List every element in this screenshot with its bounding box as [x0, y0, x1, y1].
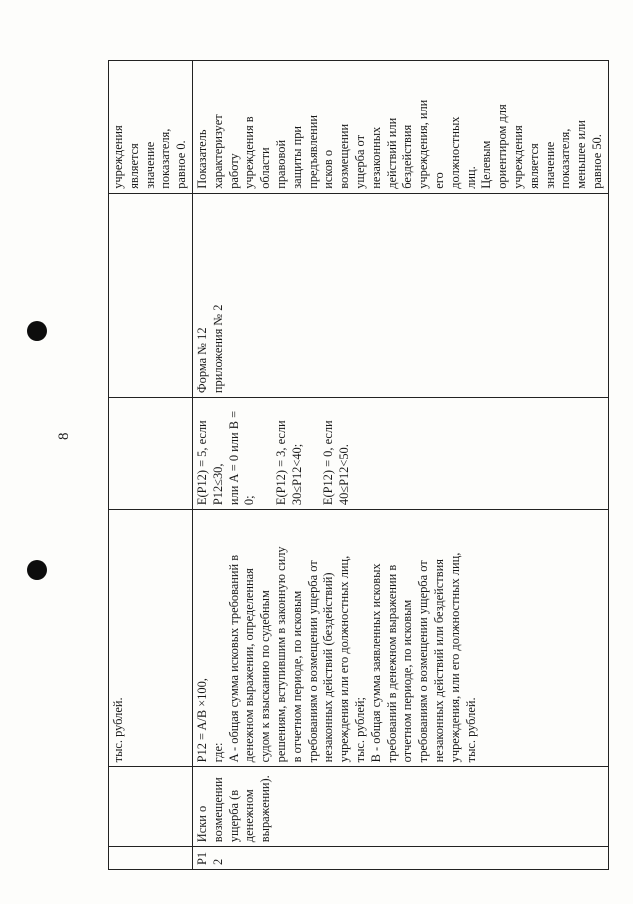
text-line: отчетном периоде, по исковым: [400, 599, 415, 763]
text-line: области: [258, 147, 273, 189]
cell-scores: [192, 398, 608, 510]
text-line: является: [126, 143, 141, 189]
text-line: учреждения, или: [416, 99, 431, 189]
cell-name-empty: [109, 767, 193, 847]
text-line: 40≤P12<50.: [337, 444, 352, 506]
text-line: 30≤P12<40;: [289, 443, 304, 506]
text-line: характеризует: [210, 114, 225, 189]
text-line: денежном: [242, 789, 257, 843]
punch-hole-bottom: [27, 560, 47, 580]
text-line: является: [526, 143, 541, 189]
text-line: незаконных действий или бездействия: [431, 559, 446, 763]
text-line: защиты при: [289, 125, 304, 189]
text-line: ущерба от: [352, 135, 367, 189]
text-line: правовой: [273, 139, 288, 189]
text-line: E(P12) = 0, если: [321, 420, 336, 506]
text-line: B - общая сумма заявленных исковых: [368, 563, 383, 763]
text-line: тыс. рублей.: [463, 697, 478, 763]
text-line: показателя,: [158, 128, 173, 189]
cell-description: [192, 61, 608, 194]
text-line: где:: [210, 742, 225, 763]
text-line: незаконных действий (бездействий): [321, 572, 336, 763]
text-line: ориентиром для: [495, 104, 510, 189]
text-line: работу: [226, 153, 241, 189]
text-line: значение: [542, 141, 557, 189]
text-line: тыс. рублей;: [352, 697, 367, 763]
text-line: Показатель: [194, 129, 209, 189]
page-number: 8: [56, 432, 72, 440]
text-line: требований в денежном выражении в: [384, 564, 399, 763]
text-line: решениям, вступившим в законную силу: [273, 546, 288, 763]
punch-hole-top: [27, 321, 47, 341]
text-line: незаконных: [368, 126, 383, 189]
text-line: E(P12) = 3, если: [273, 420, 288, 506]
table-row: [192, 61, 608, 870]
text-line: Иски о: [194, 805, 209, 843]
text-line: A - общая сумма исковых требований в: [226, 554, 241, 763]
cell-formula: [192, 510, 608, 767]
cell-indicator-name: [192, 767, 608, 847]
cell-source: [192, 193, 608, 397]
text-line: судом к взысканию по судебным: [258, 590, 273, 763]
text-line: возмещении: [210, 777, 225, 843]
rotated-table-wrapper: [108, 60, 604, 870]
cell-code-empty: [109, 847, 193, 870]
table-row: [109, 61, 193, 870]
text-line: учреждения: [510, 125, 525, 189]
text-line: равное 0.: [174, 140, 189, 189]
text-line: учреждения, или его должностных лиц,: [447, 552, 462, 763]
text-line: Форма № 12: [194, 327, 209, 394]
text-line: требованиям о возмещении ущерба от: [305, 560, 320, 763]
text-line: учреждения в: [242, 116, 257, 189]
cell-description-continued: [109, 61, 193, 194]
text-line: или A = 0 или B = 0;: [226, 407, 257, 506]
text-line: действий или: [384, 117, 399, 189]
text-line: [258, 402, 274, 505]
text-line: значение: [142, 141, 157, 189]
text-line: предъявлении: [305, 114, 320, 189]
text-line: [306, 402, 322, 505]
text-line: в отчетном периоде, по исковым: [289, 590, 304, 763]
text-line: ущерба (в: [226, 789, 241, 843]
text-line: меньшее или: [574, 120, 589, 189]
text-line: Целевым: [479, 140, 494, 189]
indicator-table: [108, 60, 609, 870]
text-line: должностных: [447, 116, 462, 189]
cell-indicator-code: P12: [192, 847, 608, 870]
cell-source-empty: [109, 193, 193, 397]
cell-formula-continued: тыс. рублей.: [109, 510, 193, 767]
text-line: бездействия: [400, 124, 415, 189]
cell-scores-empty: [109, 398, 193, 510]
text-line: исков о: [321, 149, 336, 189]
text-line: P12 = A/B ×100,: [194, 678, 209, 763]
text-line: учреждения: [111, 125, 125, 189]
text-line: показателя,: [558, 128, 573, 189]
text-line: лиц.: [463, 166, 478, 189]
text-line: его: [431, 172, 446, 189]
text-line: приложения № 2: [210, 304, 225, 394]
text-line: требованиям о возмещении ущерба от: [416, 560, 431, 763]
text-line: равное 50.: [589, 134, 604, 189]
text-line: возмещении: [337, 123, 352, 189]
text-line: учреждения или его должностных лиц,: [337, 555, 352, 763]
text-line: E(P12) = 5, если P12≤30,: [194, 417, 225, 506]
text-line: денежном выражении, определенная: [242, 568, 257, 763]
text-line: выражении).: [258, 775, 273, 843]
